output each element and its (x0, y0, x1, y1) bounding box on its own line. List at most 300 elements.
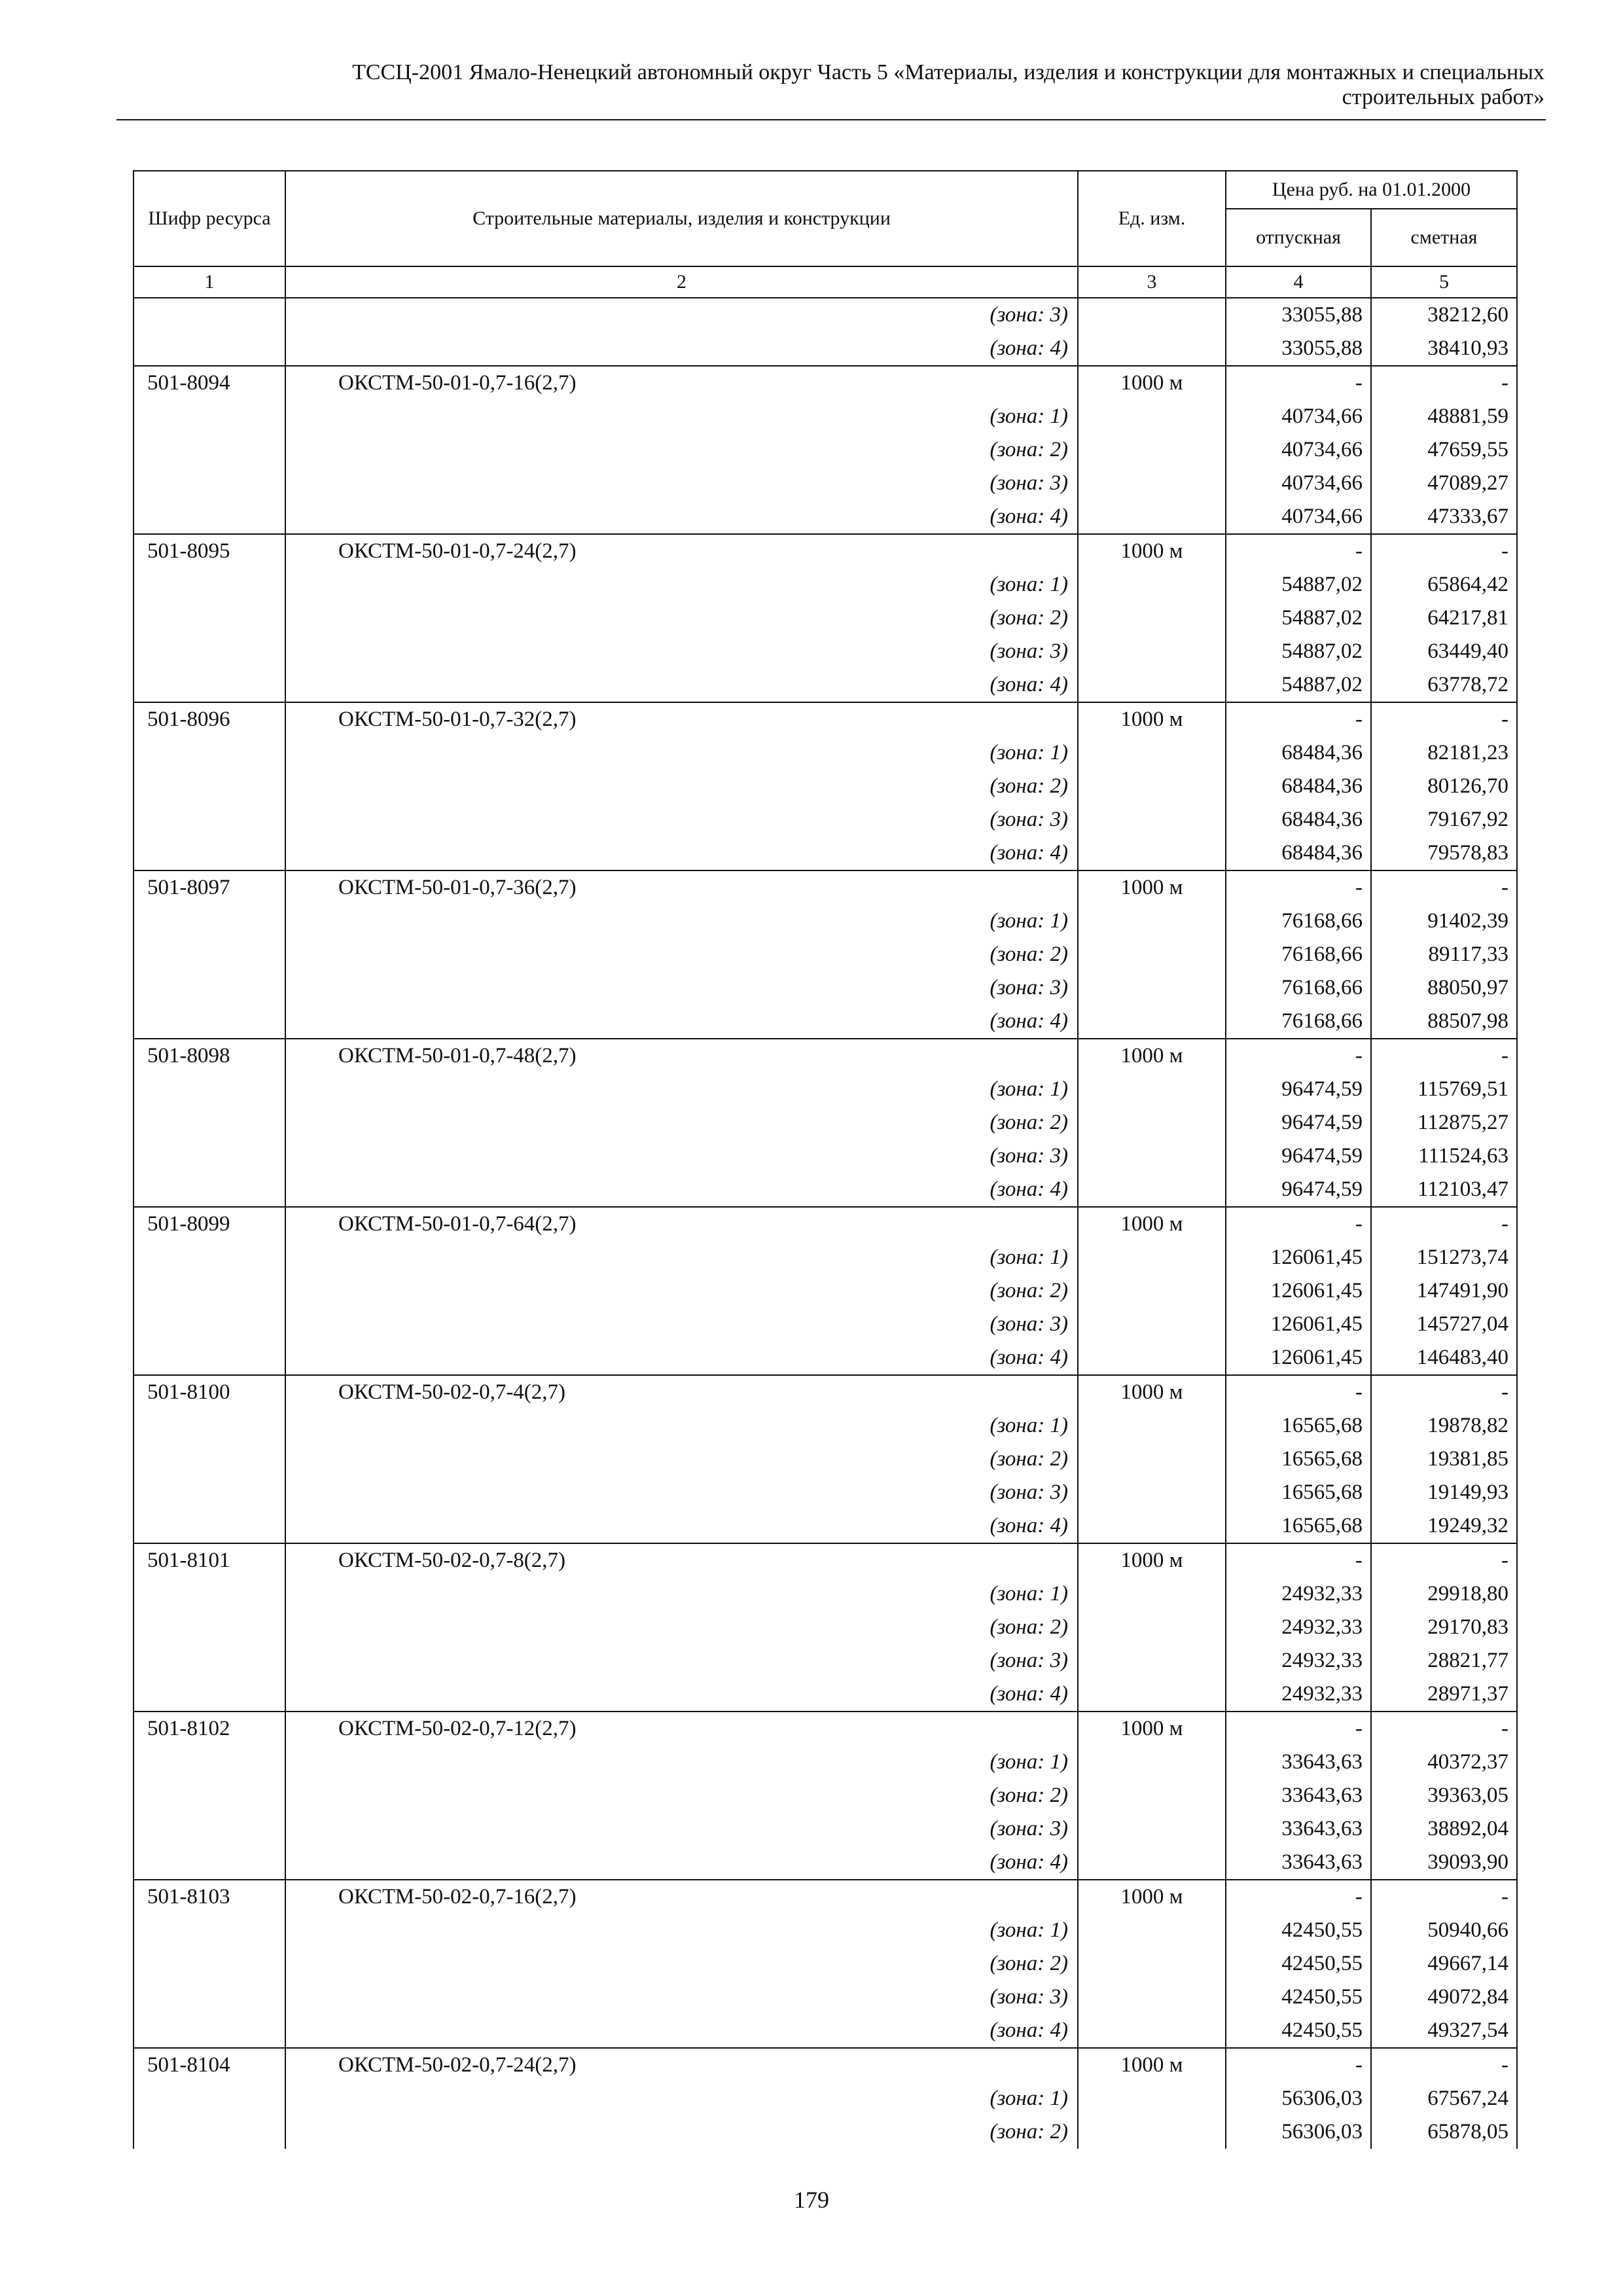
zone-row (134, 836, 1517, 870)
zone-label: (зона: 4) (285, 2014, 1078, 2048)
release-price: 96474,59 (1226, 1173, 1371, 1207)
material-name: ОКСТМ-50-01-0,7-36(2,7) (285, 870, 1078, 905)
estimate-price: 28971,37 (1371, 1677, 1517, 1712)
unit-cell (1078, 568, 1226, 601)
zone-label: (зона: 3) (285, 1812, 1078, 1846)
resource-code: 501-8101 (134, 1543, 285, 1577)
estimate-price: 112875,27 (1371, 1106, 1517, 1139)
table-row (134, 1543, 1517, 1577)
col-header-price: Цена руб. на 01.01.2000 (1226, 171, 1517, 209)
release-price: 24932,33 (1226, 1644, 1371, 1677)
release-price: - (1226, 534, 1371, 568)
estimate-price: 112103,47 (1371, 1173, 1517, 1207)
estimate-price: 47659,55 (1371, 433, 1517, 467)
zone-label: (зона: 3) (285, 635, 1078, 668)
resource-code-cell (134, 500, 285, 534)
zone-label: (зона: 2) (285, 601, 1078, 635)
zone-label: (зона: 4) (285, 668, 1078, 702)
resource-code-cell (134, 1746, 285, 1779)
release-price: 76168,66 (1226, 905, 1371, 938)
estimate-price: 63778,72 (1371, 668, 1517, 702)
zone-row (134, 568, 1517, 601)
resource-code-cell (134, 1139, 285, 1173)
zone-row (134, 2082, 1517, 2115)
resource-code-cell (134, 1846, 285, 1880)
release-price: 68484,36 (1226, 770, 1371, 803)
estimate-price: 88507,98 (1371, 1005, 1517, 1039)
release-price: - (1226, 702, 1371, 736)
zone-row (134, 2014, 1517, 2048)
estimate-price: 65878,05 (1371, 2115, 1517, 2149)
page-header (118, 60, 1544, 110)
zone-label: (зона: 3) (285, 467, 1078, 500)
resource-code: 501-8096 (134, 702, 285, 736)
release-price: 42450,55 (1226, 1981, 1371, 2014)
estimate-price: 49072,84 (1371, 1981, 1517, 2014)
table-row (134, 534, 1517, 568)
resource-code-cell (134, 1173, 285, 1207)
resource-code-cell (134, 1509, 285, 1543)
unit-cell (1078, 1341, 1226, 1375)
col-number-5: 5 (1371, 266, 1517, 298)
resource-code-cell (134, 332, 285, 366)
unit-cell (1078, 1274, 1226, 1308)
material-name: ОКСТМ-50-01-0,7-24(2,7) (285, 534, 1078, 568)
table-row (134, 1039, 1517, 1073)
table-row (134, 1207, 1517, 1241)
unit-cell (1078, 1746, 1226, 1779)
unit-cell (1078, 1139, 1226, 1173)
unit-cell (1078, 770, 1226, 803)
estimate-price: - (1371, 534, 1517, 568)
estimate-price: 50940,66 (1371, 1914, 1517, 1947)
release-price: 33643,63 (1226, 1846, 1371, 1880)
zone-label: (зона: 4) (285, 1005, 1078, 1039)
estimate-price: 80126,70 (1371, 770, 1517, 803)
zone-row (134, 2115, 1517, 2149)
zone-row (134, 1241, 1517, 1274)
zone-row (134, 1779, 1517, 1812)
resource-code-cell (134, 568, 285, 601)
estimate-price: - (1371, 1880, 1517, 1914)
release-price: - (1226, 1712, 1371, 1746)
unit-cell (1078, 1005, 1226, 1039)
zone-label: (зона: 2) (285, 1106, 1078, 1139)
zone-row (134, 1611, 1517, 1644)
release-price: 42450,55 (1226, 1947, 1371, 1981)
col-header-name: Строительные материалы, изделия и конструкции (285, 171, 1078, 266)
release-price: 54887,02 (1226, 668, 1371, 702)
resource-code: 501-8104 (134, 2048, 285, 2082)
estimate-price: 146483,40 (1371, 1341, 1517, 1375)
zone-label: (зона: 2) (285, 770, 1078, 803)
unit-cell: 1000 м (1078, 534, 1226, 568)
unit-cell (1078, 736, 1226, 770)
zone-row (134, 905, 1517, 938)
release-price: - (1226, 2048, 1371, 2082)
unit-cell (1078, 1812, 1226, 1846)
resource-code-cell (134, 635, 285, 668)
estimate-price: 89117,33 (1371, 938, 1517, 971)
zone-label: (зона: 1) (285, 1241, 1078, 1274)
resource-code-cell (134, 1308, 285, 1341)
release-price: 33643,63 (1226, 1812, 1371, 1846)
zone-label: (зона: 4) (285, 1677, 1078, 1712)
table-row (134, 2048, 1517, 2082)
col-header-unit: Ед. изм. (1078, 171, 1226, 266)
material-name: ОКСТМ-50-02-0,7-16(2,7) (285, 1880, 1078, 1914)
zone-label: (зона: 1) (285, 736, 1078, 770)
estimate-price: 63449,40 (1371, 635, 1517, 668)
zone-row (134, 1509, 1517, 1543)
resource-code-cell (134, 1241, 285, 1274)
col-number-1: 1 (134, 266, 285, 298)
resource-code-cell (134, 1779, 285, 1812)
estimate-price: 38892,04 (1371, 1812, 1517, 1846)
zone-label: (зона: 3) (285, 1981, 1078, 2014)
zone-row (134, 1914, 1517, 1947)
table-row (134, 1880, 1517, 1914)
zone-row (134, 1173, 1517, 1207)
zone-label: (зона: 4) (285, 500, 1078, 534)
unit-cell (1078, 1308, 1226, 1341)
estimate-price: 38212,60 (1371, 298, 1517, 332)
unit-cell: 1000 м (1078, 702, 1226, 736)
estimate-price: 67567,24 (1371, 2082, 1517, 2115)
unit-cell (1078, 1409, 1226, 1443)
zone-label: (зона: 4) (285, 1846, 1078, 1880)
release-price: 96474,59 (1226, 1139, 1371, 1173)
zone-row (134, 736, 1517, 770)
zone-row (134, 1947, 1517, 1981)
resource-code-cell (134, 1611, 285, 1644)
resource-code-cell (134, 1409, 285, 1443)
resource-code-cell (134, 298, 285, 332)
release-price: 68484,36 (1226, 736, 1371, 770)
estimate-price: 79167,92 (1371, 803, 1517, 836)
resource-code-cell (134, 2014, 285, 2048)
release-price: - (1226, 1543, 1371, 1577)
resource-code-cell (134, 601, 285, 635)
material-name: ОКСТМ-50-01-0,7-32(2,7) (285, 702, 1078, 736)
release-price: 24932,33 (1226, 1611, 1371, 1644)
estimate-price: - (1371, 1375, 1517, 1409)
zone-row (134, 467, 1517, 500)
release-price: 68484,36 (1226, 803, 1371, 836)
release-price: 126061,45 (1226, 1308, 1371, 1341)
release-price: 96474,59 (1226, 1073, 1371, 1106)
estimate-price: 115769,51 (1371, 1073, 1517, 1106)
price-table (133, 170, 1518, 2149)
release-price: 54887,02 (1226, 568, 1371, 601)
release-price: 33055,88 (1226, 332, 1371, 366)
zone-label: (зона: 4) (285, 1173, 1078, 1207)
unit-cell (1078, 2115, 1226, 2149)
zone-row (134, 332, 1517, 366)
resource-code-cell (134, 1577, 285, 1611)
estimate-price: 39363,05 (1371, 1779, 1517, 1812)
zone-row (134, 635, 1517, 668)
estimate-price: 91402,39 (1371, 905, 1517, 938)
release-price: 54887,02 (1226, 601, 1371, 635)
zone-label: (зона: 2) (285, 433, 1078, 467)
estimate-price: 65864,42 (1371, 568, 1517, 601)
zone-row (134, 298, 1517, 332)
unit-cell (1078, 1644, 1226, 1677)
release-price: 16565,68 (1226, 1476, 1371, 1509)
zone-row (134, 1812, 1517, 1846)
release-price: 126061,45 (1226, 1341, 1371, 1375)
resource-code-cell (134, 1106, 285, 1139)
unit-cell (1078, 1611, 1226, 1644)
release-price: 33643,63 (1226, 1746, 1371, 1779)
release-price: 126061,45 (1226, 1274, 1371, 1308)
unit-cell (1078, 803, 1226, 836)
estimate-price: 19149,93 (1371, 1476, 1517, 1509)
estimate-price: 29918,80 (1371, 1577, 1517, 1611)
unit-cell (1078, 1947, 1226, 1981)
estimate-price: 151273,74 (1371, 1241, 1517, 1274)
release-price: 40734,66 (1226, 400, 1371, 433)
estimate-price: 79578,83 (1371, 836, 1517, 870)
zone-label: (зона: 1) (285, 1914, 1078, 1947)
zone-label: (зона: 1) (285, 400, 1078, 433)
unit-cell (1078, 1509, 1226, 1543)
unit-cell (1078, 332, 1226, 366)
resource-code-cell (134, 905, 285, 938)
zone-label: (зона: 4) (285, 1509, 1078, 1543)
table-body (134, 298, 1517, 2149)
estimate-price: - (1371, 1207, 1517, 1241)
estimate-price: 38410,93 (1371, 332, 1517, 366)
page-number: 179 (794, 2187, 829, 2213)
header-line-2: строительных работ» (1342, 85, 1544, 109)
col-number-3: 3 (1078, 266, 1226, 298)
estimate-price: 47089,27 (1371, 467, 1517, 500)
unit-cell: 1000 м (1078, 2048, 1226, 2082)
material-name: ОКСТМ-50-02-0,7-24(2,7) (285, 2048, 1078, 2082)
zone-row (134, 1274, 1517, 1308)
table-row (134, 366, 1517, 400)
zone-row (134, 938, 1517, 971)
zone-row (134, 1409, 1517, 1443)
estimate-price: 49327,54 (1371, 2014, 1517, 2048)
estimate-price: 48881,59 (1371, 400, 1517, 433)
resource-code-cell (134, 1274, 285, 1308)
zone-row (134, 1106, 1517, 1139)
zone-row (134, 1005, 1517, 1039)
resource-code-cell (134, 836, 285, 870)
zone-row (134, 770, 1517, 803)
zone-row (134, 1476, 1517, 1509)
zone-label: (зона: 1) (285, 1577, 1078, 1611)
zone-label: (зона: 3) (285, 1308, 1078, 1341)
unit-cell (1078, 1677, 1226, 1712)
zone-label: (зона: 3) (285, 1476, 1078, 1509)
estimate-price: 82181,23 (1371, 736, 1517, 770)
resource-code-cell (134, 938, 285, 971)
zone-label: (зона: 2) (285, 938, 1078, 971)
header-line-1: ТССЦ-2001 Ямало-Ненецкий автономный округ Часть 5 «Материалы, изделия и конструкции для монтажных и специальных (352, 60, 1544, 84)
unit-cell (1078, 1106, 1226, 1139)
estimate-price: - (1371, 366, 1517, 400)
estimate-price: - (1371, 1039, 1517, 1073)
zone-row (134, 601, 1517, 635)
unit-cell (1078, 2014, 1226, 2048)
zone-row (134, 433, 1517, 467)
zone-label: (зона: 2) (285, 1443, 1078, 1476)
unit-cell (1078, 938, 1226, 971)
unit-cell (1078, 467, 1226, 500)
resource-code-cell (134, 1341, 285, 1375)
zone-row (134, 803, 1517, 836)
zone-row (134, 1677, 1517, 1712)
release-price: - (1226, 1880, 1371, 1914)
estimate-price: 28821,77 (1371, 1644, 1517, 1677)
estimate-price: 19249,32 (1371, 1509, 1517, 1543)
unit-cell (1078, 1846, 1226, 1880)
release-price: - (1226, 1375, 1371, 1409)
zone-row (134, 1443, 1517, 1476)
release-price: - (1226, 366, 1371, 400)
resource-code: 501-8103 (134, 1880, 285, 1914)
release-price: 16565,68 (1226, 1443, 1371, 1476)
release-price: - (1226, 870, 1371, 905)
zone-row (134, 1139, 1517, 1173)
resource-code: 501-8099 (134, 1207, 285, 1241)
unit-cell: 1000 м (1078, 1880, 1226, 1914)
release-price: 76168,66 (1226, 938, 1371, 971)
zone-label: (зона: 4) (285, 836, 1078, 870)
unit-cell (1078, 1914, 1226, 1947)
zone-row (134, 400, 1517, 433)
resource-code: 501-8097 (134, 870, 285, 905)
resource-code-cell (134, 803, 285, 836)
zone-label: (зона: 3) (285, 803, 1078, 836)
table-row (134, 1712, 1517, 1746)
estimate-price: - (1371, 2048, 1517, 2082)
unit-cell: 1000 м (1078, 366, 1226, 400)
zone-label: (зона: 3) (285, 971, 1078, 1005)
release-price: 126061,45 (1226, 1241, 1371, 1274)
resource-code-cell (134, 1005, 285, 1039)
resource-code-cell (134, 1812, 285, 1846)
resource-code-cell (134, 433, 285, 467)
zone-label: (зона: 2) (285, 1779, 1078, 1812)
estimate-price: 88050,97 (1371, 971, 1517, 1005)
estimate-price: 47333,67 (1371, 500, 1517, 534)
release-price: - (1226, 1207, 1371, 1241)
unit-cell (1078, 500, 1226, 534)
zone-row (134, 1073, 1517, 1106)
resource-code-cell (134, 467, 285, 500)
zone-row (134, 1981, 1517, 2014)
estimate-price: 64217,81 (1371, 601, 1517, 635)
estimate-price: 40372,37 (1371, 1746, 1517, 1779)
unit-cell (1078, 1073, 1226, 1106)
resource-code-cell (134, 1981, 285, 2014)
resource-code-cell (134, 1644, 285, 1677)
unit-cell: 1000 м (1078, 1375, 1226, 1409)
zone-label: (зона: 2) (285, 1947, 1078, 1981)
resource-code: 501-8094 (134, 366, 285, 400)
release-price: 33643,63 (1226, 1779, 1371, 1812)
unit-cell: 1000 м (1078, 870, 1226, 905)
release-price: - (1226, 1039, 1371, 1073)
table-row (134, 702, 1517, 736)
resource-code-cell (134, 770, 285, 803)
release-price: 56306,03 (1226, 2115, 1371, 2149)
resource-code-cell (134, 971, 285, 1005)
zone-label: (зона: 1) (285, 568, 1078, 601)
zone-label: (зона: 1) (285, 1073, 1078, 1106)
release-price: 24932,33 (1226, 1577, 1371, 1611)
zone-row (134, 1341, 1517, 1375)
resource-code-cell (134, 668, 285, 702)
zone-row (134, 1308, 1517, 1341)
resource-code-cell (134, 2115, 285, 2149)
resource-code: 501-8098 (134, 1039, 285, 1073)
estimate-price: 111524,63 (1371, 1139, 1517, 1173)
release-price: 54887,02 (1226, 635, 1371, 668)
unit-cell (1078, 836, 1226, 870)
release-price: 68484,36 (1226, 836, 1371, 870)
zone-row (134, 971, 1517, 1005)
zone-row (134, 1846, 1517, 1880)
zone-label: (зона: 1) (285, 2082, 1078, 2115)
release-price: 42450,55 (1226, 2014, 1371, 2048)
table-row (134, 870, 1517, 905)
zone-label: (зона: 2) (285, 2115, 1078, 2149)
resource-code-cell (134, 1476, 285, 1509)
release-price: 33055,88 (1226, 298, 1371, 332)
resource-code: 501-8100 (134, 1375, 285, 1409)
release-price: 16565,68 (1226, 1409, 1371, 1443)
zone-label: (зона: 3) (285, 298, 1078, 332)
unit-cell (1078, 1173, 1226, 1207)
unit-cell (1078, 601, 1226, 635)
zone-row (134, 1577, 1517, 1611)
unit-cell (1078, 1981, 1226, 2014)
material-name: ОКСТМ-50-02-0,7-8(2,7) (285, 1543, 1078, 1577)
zone-label: (зона: 1) (285, 1409, 1078, 1443)
estimate-price: 29170,83 (1371, 1611, 1517, 1644)
estimate-price: - (1371, 1543, 1517, 1577)
unit-cell (1078, 635, 1226, 668)
material-name: ОКСТМ-50-01-0,7-64(2,7) (285, 1207, 1078, 1241)
resource-code-cell (134, 736, 285, 770)
release-price: 40734,66 (1226, 467, 1371, 500)
zone-row (134, 668, 1517, 702)
zone-label: (зона: 4) (285, 332, 1078, 366)
resource-code-cell (134, 400, 285, 433)
col-number-4: 4 (1226, 266, 1371, 298)
material-name: ОКСТМ-50-01-0,7-48(2,7) (285, 1039, 1078, 1073)
unit-cell (1078, 1241, 1226, 1274)
zone-label: (зона: 1) (285, 1746, 1078, 1779)
release-price: 76168,66 (1226, 971, 1371, 1005)
estimate-price: 145727,04 (1371, 1308, 1517, 1341)
zone-row (134, 1644, 1517, 1677)
zone-label: (зона: 3) (285, 1139, 1078, 1173)
estimate-price: 49667,14 (1371, 1947, 1517, 1981)
resource-code: 501-8095 (134, 534, 285, 568)
resource-code-cell (134, 1073, 285, 1106)
unit-cell: 1000 м (1078, 1543, 1226, 1577)
material-name: ОКСТМ-50-02-0,7-12(2,7) (285, 1712, 1078, 1746)
resource-code-cell (134, 1947, 285, 1981)
unit-cell: 1000 м (1078, 1207, 1226, 1241)
